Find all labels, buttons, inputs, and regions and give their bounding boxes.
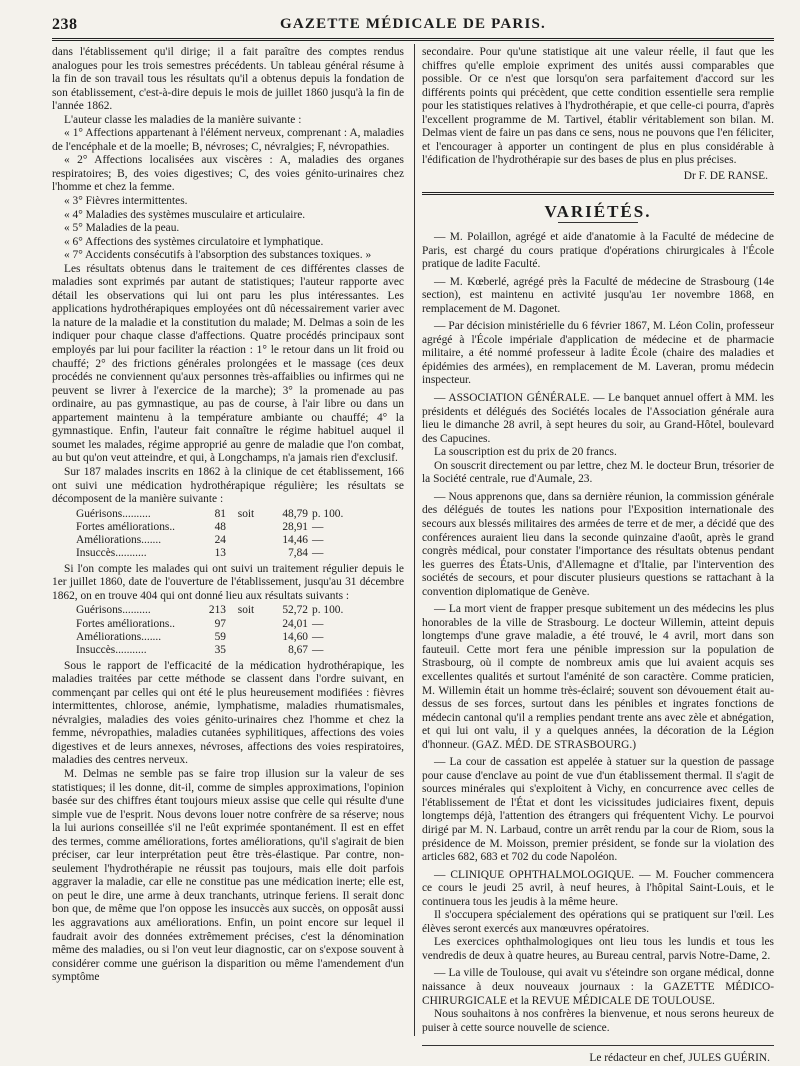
- stats-soit: soit: [237, 604, 255, 617]
- stats-row: [76, 604, 404, 617]
- news-item: On souscrit directement ou par lettre, chez M. le docteur Brun, trésorier de la Société centrale, rue d'Aumale, 23.: [422, 459, 775, 486]
- stats-percent: 48,79: [282, 507, 308, 520]
- paragraph: « 6° Affections des systèmes circulatoire et lymphatique.: [64, 235, 324, 248]
- stats-count: 59: [214, 631, 226, 644]
- stats-unit: —: [312, 534, 324, 547]
- stats-row: [76, 534, 404, 547]
- stats-unit: —: [312, 631, 324, 644]
- stats-row: [76, 508, 404, 521]
- stats-row: [76, 618, 404, 631]
- stats-count: 24: [214, 534, 226, 547]
- section-separator: [422, 192, 774, 195]
- stats-label: Insuccès...........: [76, 644, 147, 657]
- news-item: Les exercices ophthalmologiques ont lieu tous les lundis et tous les vendredis de deux à quatre heures, au Bureau central, parvis Notre-Dame, 2.: [422, 936, 774, 962]
- stats-unit: —: [312, 617, 324, 630]
- paragraph: « 2° Affections localisées aux viscères : A, maladies des organes respiratoires; B, des voies digestives; C, des voies génito-urinaires chez l'homme et chez la femme.: [52, 154, 404, 194]
- stats-percent: 8,67: [288, 644, 308, 657]
- news-item: — Par décision ministérielle du 6 février 1867, M. Léon Colin, professeur agrégé à l'École impériale d'application de médecine et de pharmacie militaire, a été nommé professeur à ladite École (chaire des maladies et épidémies des armées), en remplacement de M. Laveran, promu médecin inspecteur.: [422, 320, 774, 387]
- stats-soit: [226, 547, 266, 560]
- stats-table-1862: [76, 508, 404, 561]
- paragraph: « 5° Maladies de la peau.: [64, 222, 180, 235]
- header-rule: [52, 38, 774, 41]
- paragraph: Sur 187 malades inscrits en 1862 à la clinique de cet établissement, 166 ont suivi une médication hydrothérapique régulière; les résultats se décomposent de la manière suivante :: [52, 465, 404, 506]
- paragraph: secondaire. Pour qu'une statistique ait une valeur réelle, il faut que les chiffres qu'elle emploie expriment des unités aussi comparables que possible. Or ce n'est que lorsqu'on sera parfaitement d'accord sur les différents points qui précèdent, que cette condition essentielle sera remplie pour les statistiques relatives à l'hydrothérapie, et que celle-ci pourra, d'après l'excellent programme de M. Tartivel, établir véritablement son bilan. M. Delmas vient de faire un pas dans ce sens, nous ne pouvons que l'en féliciter, et l'encourager à apporter un contingent de plus en plus considérable à l'édification de l'hydrothérapie sur des bases de plus en plus précises.: [422, 46, 774, 167]
- news-item: — La mort vient de frapper presque subitement un des médecins les plus honorables de la ville de Strasbourg. Le docteur Willemin, atteint depuis longtemps d'une grave maladie, a été trouvé, le 4 avril, mort dans son fauteuil. Cette mort fera une pénible impression sur la population de Strasbourg, où il compte de nombreux amis que lui avaient acquis ses excellentes qualités et surtout l'aménité de son caractère. Comme praticien, M. Willemin était un homme très-éclairé; souvent son dévouement était au-dessus de ses forces, surtout dans les pénibles et ingrates fonctions de médecin cantonal qu'il a remplies pendant trente ans avec zèle et abnégation, et qui lui ont valu, il y a quelques années, la décoration de la Légion d'honneur. (GAZ. MÉD. DE STRASBOURG.): [422, 603, 774, 751]
- left-column: [52, 46, 404, 1036]
- stats-percent: 14,46: [282, 534, 308, 547]
- stats-row: [76, 644, 404, 657]
- stats-count: 81: [214, 507, 226, 520]
- stats-count: 13: [214, 547, 226, 560]
- news-item: — M. Kœberlé, agrégé près la Faculté de médecine de Strasbourg (14e section), est maintenu en activité jusqu'au 1er novembre 1868, en remplacement de M. Dagonet.: [422, 275, 774, 315]
- end-rule: [422, 1045, 774, 1046]
- stats-percent: 28,91: [282, 520, 308, 533]
- stats-soit: soit: [237, 507, 255, 520]
- column-divider: [414, 44, 415, 1036]
- stats-label: Guérisons..........: [76, 507, 151, 520]
- paragraph: M. Delmas ne semble pas se faire trop illusion sur la valeur de ses statistiques; il les donne, dit-il, comme de simples approximations, l'opinion basée sur des chiffres étant toujours mieux assise que celle qui résulte d'une simple vue de l'esprit. Nous devons louer notre confrère de sa réserve; nous la lui aurions conseillée s'il ne l'eût exprimée spontanément. Il est en effet des termes, comme améliorations, fortes améliorations, qu'il s'agirait de bien préciser, car leur interprétation peut être très-élastique. Par contre, non-seulement l'hydrothérapie ne réussit pas toujours, mais elle doit parfois aggraver la maladie, car elle ne constitue pas une médication inerte; elle est, on peut le dire, une arme à deux tranchants, utrinque feriens. Il serait donc bon que, de même que l'on oppose les insuccès aux succès, on opposât aussi les aggravations aux améliorations. Enfin, un point encore sur lequel il faudrait avoir des données extrêmement précises, c'est la dénomination même des maladies, ou si l'on veut leur diagnostic, car on s'expose souvent à considérer comme une guérison la disparition ou même l'amendement d'un symptôme: [52, 767, 404, 984]
- stats-percent: 24,01: [282, 617, 308, 630]
- news-item: Nous souhaitons à nos confrères la bienvenue, et nous serons heureux de puiser à cette source nouvelle de science.: [422, 1008, 774, 1034]
- stats-unit: p. 100.: [312, 604, 344, 617]
- stats-percent: 14,60: [282, 631, 308, 644]
- stats-label: Fortes améliorations..: [76, 520, 176, 533]
- news-item: — ASSOCIATION GÉNÉRALE. — Le banquet annuel offert à MM. les présidents et délégués des Sociétés locales de l'Association générale aura lieu le dimanche 28 avril, à sept heures du soir, au Grand-Hôtel, boulevard des Capucines.: [422, 392, 774, 445]
- paragraph: « 4° Maladies des systèmes musculaire et articulaire.: [64, 208, 306, 221]
- stats-soit: [226, 631, 266, 644]
- stats-soit: [226, 534, 266, 547]
- stats-soit: [226, 521, 266, 534]
- page-number: 238: [52, 16, 78, 33]
- news-item: Il s'occupera spécialement des opérations qui se pratiquent sur l'œil. Les élèves seront exercés aux manœuvres opératoires.: [422, 909, 774, 935]
- stats-label: Insuccès...........: [76, 547, 147, 560]
- stats-table-total: [76, 604, 404, 657]
- paragraph: Si l'on compte les malades qui ont suivi un traitement régulier depuis le 1er juillet 1860, date de l'ouverture de l'établissement, jusqu'au 31 décembre 1862, on en trouve 404 qui ont donné lieu aux résultats suivants :: [52, 562, 404, 602]
- news-item: — CLINIQUE OPHTHALMOLOGIQUE. — M. Foucher commencera ce cours le jeudi 25 avril, à neuf heures, à l'hôpital Saint-Louis, et le continuera tous les jeudis à la même heure.: [422, 868, 774, 908]
- paragraph: « 1° Affections appartenant à l'élément nerveux, comprenant : A, maladies de l'encéphale et de la moelle; B, névroses; C, névralgies; F, névropathies.: [52, 127, 404, 153]
- news-item: La souscription est du prix de 20 francs.: [434, 446, 617, 459]
- stats-label: Améliorations.......: [76, 631, 162, 644]
- paragraph: Sous le rapport de l'efficacité de la médication hydrothérapique, les maladies traitées par cette méthode se classent dans l'ordre suivant, en commençant par celles qui ont été le plus heureusement modifiées : fièvres intermittentes, chlorose, anémie, lymphatisme, maladies rhumatismales, névralgies, maladies des voies génito-urinaires chez l'homme et chez la femme, névropathies, maladies cutanées syphilitiques, affections des voies digestives et de leurs annexes, névroses, affections des voies respiratoires, maladies des centres nerveux.: [52, 659, 404, 767]
- stats-label: Guérisons..........: [76, 604, 151, 617]
- stats-percent: 52,72: [282, 604, 308, 617]
- page-header: [52, 12, 774, 36]
- stats-label: Fortes améliorations..: [76, 617, 176, 630]
- stats-label: Améliorations.......: [76, 534, 162, 547]
- paragraph: dans l'établissement qu'il dirige; il a fait paraître des comptes rendus analogues pour les trois semestres précédents. Un tableau général résume à la fin de son travail tous les résultats qu'il a obtenus depuis la fondation de son établissement, c'est-à-dire depuis le mois de juillet 1860 jusqu'à la fin de l'année 1862.: [52, 46, 404, 113]
- stats-unit: —: [312, 547, 324, 560]
- news-item: — La cour de cassation est appelée à statuer sur la question de passage pour cause d'enclave au point de vue d'un établissement thermal. Il s'agit de sources minérales qui s'exploitent à Vichy, en concurrence avec celles de l'établissement de l'État et dont les vicissitudes judiciaires fixent, depuis longtemps déjà, l'attention des étrangers qui fréquentent Vichy. Le pourvoi dirigé par M. N. Larbaud, contre un arrêt rendu par la cour de Riom, sous la présidence de M. Moisson, premier président, se fonde sur la violation des articles 682, 683 et 702 du code Napoléon.: [422, 756, 774, 864]
- stats-count: 213: [208, 604, 226, 617]
- stats-soit: [226, 618, 266, 631]
- stats-row: [76, 547, 404, 560]
- paragraph: Les résultats obtenus dans le traitement de ces différentes classes de maladies sont exprimés par autant de statistiques; l'auteur rapporte avec détail les observations qui lui ont paru les plus intéressantes. Les applications hydrothérapiques employées ont dû nécessairement varier avec la nature de la maladie et la constitution du malade; M. Delmas a soin de les indiquer pour chaque classe d'affections. Quatre procédés principaux sont employés par lui pour faciliter la réaction : 1° le retour dans un lit froid ou chauffé; 2° des frictions générales prolongées et le massage (ces deux procédés ne conviennent qu'aux personnes très-affaiblies ou infirmes qui ne peuvent se livrer à l'exercice de la marche); 3° la promenade au pas ordinaire, au pas gymnastique, au pas de course, à l'air libre ou dans un appartement maintenu à la température ambiante ou chauffé; 4° la gymnastique. Enfin, l'auteur fait connaître le régime habituel auquel il soumet les malades, régime approprié au genre de maladie que l'on combat, au but qu'on veut atteindre, et qui, à Longchamps, n'a jamais rien d'exclusif.: [52, 262, 404, 465]
- section-title: VARIÉTÉS.: [422, 205, 774, 223]
- stats-count: 97: [214, 617, 226, 630]
- stats-count: 48: [214, 520, 226, 533]
- stats-row: [76, 521, 404, 534]
- paragraph: L'auteur classe les maladies de la manière suivante :: [64, 113, 302, 126]
- stats-count: 35: [214, 644, 226, 657]
- journal-title: GAZETTE MÉDICALE DE PARIS.: [280, 16, 546, 32]
- news-item: — M. Polaillon, agrégé et aide d'anatomie à la Faculté de médecine de Paris, est chargé du cours pratique d'opérations chirurgicales à l'École pratique de ladite Faculté.: [422, 231, 774, 271]
- paragraph: « 7° Accidents consécutifs à l'absorption des substances toxiques. »: [64, 249, 372, 262]
- right-column: [422, 46, 775, 1065]
- stats-unit: —: [312, 644, 324, 657]
- paragraph: « 3° Fièvres intermittentes.: [64, 195, 188, 208]
- author-signature: Dr F. DE RANSE.: [683, 169, 768, 182]
- stats-soit: [226, 644, 266, 657]
- stats-unit: p. 100.: [312, 507, 344, 520]
- news-item: — La ville de Toulouse, qui avait vu s'éteindre son organe médical, donne naissance à deux nouveaux journaux : la GAZETTE MÉDICO-CHIRURGICALE et la REVUE MÉDICALE DE TOULOUSE.: [422, 967, 774, 1007]
- stats-percent: 7,84: [288, 547, 308, 560]
- editor-signature: Le rédacteur en chef, JULES GUÉRIN.: [589, 1052, 770, 1065]
- stats-unit: —: [312, 520, 324, 533]
- news-item: — Nous apprenons que, dans sa dernière réunion, la commission générale des délégués de toutes les nations pour l'Exposition internationale des secours aux blessés militaires des armées de terre et de mer, a décidé que des conférences auraient lieu dans la seconde quinzaine d'août, après le grand congrès médical, pour constater l'importance des résultats obtenus pendant les guerres des États-Unis, d'Allemagne et d'Italie, par l'intervention des sociétés de secours, et pour discuter plusieurs questions se rattachant à la convention diplomatique de Genève.: [422, 490, 774, 598]
- stats-row: [76, 631, 404, 644]
